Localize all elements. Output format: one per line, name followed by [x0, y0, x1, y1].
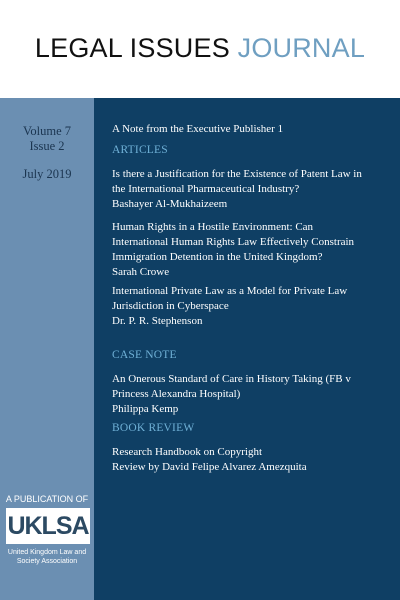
- article-title-line: International Private Law as a Model for Private Law: [112, 285, 348, 297]
- issue-sidebar: [0, 98, 94, 600]
- article-title-line: International Human Rights Law Effectively Constrain: [112, 236, 355, 248]
- journal-title: [0, 33, 400, 64]
- journal-title-part2: JOURNAL: [237, 33, 366, 63]
- case-note-entry[interactable]: [112, 372, 394, 417]
- logo-text-uk: UK: [7, 511, 42, 540]
- articles-heading: ARTICLES: [112, 144, 168, 156]
- case-note-title-line: An Onerous Standard of Care in History Taking (FB v: [112, 373, 351, 385]
- article-author: Bashayer Al-Mukhaizeem: [112, 198, 228, 210]
- case-note-title-line: Princess Alexandra Hospital): [112, 388, 241, 400]
- article-title-line: the International Pharmaceutical Industry?: [112, 183, 300, 195]
- publisher-name-line: Society Association: [16, 558, 78, 565]
- masthead: [0, 0, 400, 98]
- book-review-entry[interactable]: [112, 445, 394, 475]
- case-note-author: Philippa Kemp: [112, 403, 179, 415]
- publisher-logo: [6, 508, 90, 544]
- article-author: Dr. P. R. Stephenson: [112, 315, 203, 327]
- publisher-logo-text: [7, 512, 88, 541]
- book-review-heading: BOOK REVIEW: [112, 422, 195, 434]
- publisher-name: [0, 548, 94, 566]
- publisher-name-line: United Kingdom Law and: [7, 549, 87, 556]
- article-entry[interactable]: [112, 167, 394, 212]
- case-note-heading: CASE NOTE: [112, 349, 177, 361]
- article-author: Sarah Crowe: [112, 266, 170, 278]
- book-review-title: Research Handbook on Copyright: [112, 446, 262, 458]
- issue-date: July 2019: [22, 167, 72, 181]
- book-review-reviewer: Review by David Felipe Alvarez Amezquita: [112, 461, 307, 473]
- volume-label: Volume 7: [22, 124, 72, 138]
- executive-note-title: A Note from the Executive Publisher 1: [112, 123, 284, 135]
- executive-note[interactable]: [112, 122, 394, 137]
- logo-text-lsa: LSA: [41, 511, 89, 540]
- journal-title-part1: LEGAL ISSUES: [34, 33, 230, 63]
- article-title-line: Jurisdiction in Cyberspace: [112, 300, 229, 312]
- article-entry[interactable]: [112, 220, 394, 280]
- article-title-line: Immigration Detention in the United Kingdom?: [112, 251, 323, 263]
- table-of-contents: [94, 98, 400, 600]
- article-entry[interactable]: [112, 284, 394, 329]
- article-title-line: Is there a Justification for the Existence of Patent Law in: [112, 168, 362, 180]
- issue-label: Issue 2: [29, 139, 65, 153]
- publication-label: A PUBLICATION OF: [5, 494, 89, 504]
- article-title-line: Human Rights in a Hostile Environment: Can: [112, 221, 314, 233]
